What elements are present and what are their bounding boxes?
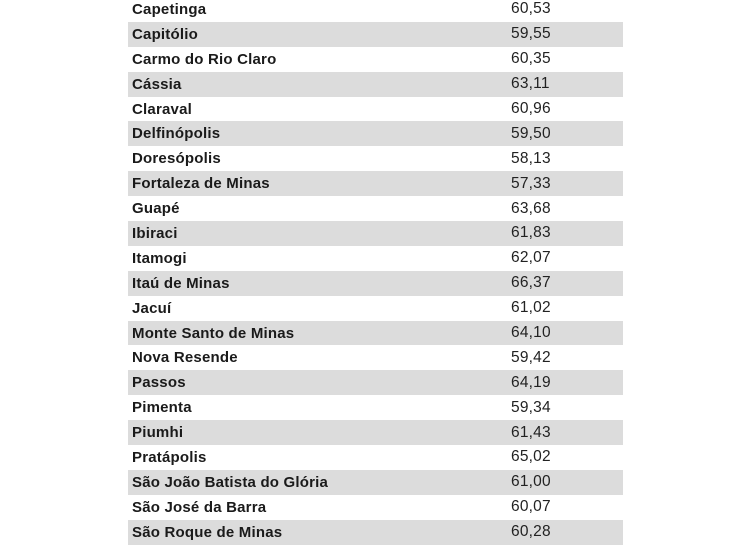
municipality-value: 61,83 (511, 224, 551, 242)
municipality-name: Pimenta (132, 399, 192, 417)
municipality-value: 61,00 (511, 473, 551, 491)
table-row (128, 520, 623, 545)
municipality-name: Passos (132, 374, 186, 392)
table-row (128, 196, 623, 221)
table-row (128, 321, 623, 346)
municipality-name: Nova Resende (132, 349, 238, 367)
table-row (128, 296, 623, 321)
table-row (128, 121, 623, 146)
table-row (128, 420, 623, 445)
municipality-name: Pratápolis (132, 448, 207, 466)
municipality-value: 60,35 (511, 50, 551, 68)
municipality-name: Jacuí (132, 299, 172, 317)
table-row (128, 370, 623, 395)
municipality-name: São Roque de Minas (132, 523, 283, 541)
municipality-name: São João Batista do Glória (132, 473, 329, 491)
table-row (128, 221, 623, 246)
municipality-value: 62,07 (511, 249, 551, 267)
table-row (128, 97, 623, 122)
municipality-value: 61,02 (511, 299, 551, 317)
table-row (128, 470, 623, 495)
municipality-value: 58,13 (511, 149, 551, 167)
municipality-value: 64,19 (511, 373, 551, 391)
municipality-name: Itamogi (132, 249, 187, 267)
table-row (128, 345, 623, 370)
table-row (128, 445, 623, 470)
municipality-name: Capetinga (132, 0, 207, 18)
table-row (128, 395, 623, 420)
table-row (128, 72, 623, 97)
table-row (128, 495, 623, 520)
municipality-value: 57,33 (511, 174, 551, 192)
municipality-name: Piumhi (132, 424, 184, 442)
table-row (128, 47, 623, 72)
municipality-name: Doresópolis (132, 150, 221, 168)
municipality-value: 60,53 (511, 0, 551, 18)
municipality-name: Monte Santo de Minas (132, 324, 295, 342)
municipality-value: 63,68 (511, 199, 551, 217)
table-row (128, 22, 623, 47)
municipality-value: 65,02 (511, 448, 551, 466)
municipality-name: Fortaleza de Minas (132, 175, 270, 193)
municipality-value: 59,55 (511, 25, 551, 43)
municipality-name: Carmo do Rio Claro (132, 50, 277, 68)
municipality-value: 60,96 (511, 100, 551, 117)
municipality-name: Itaú de Minas (132, 274, 230, 292)
municipality-name: Guapé (132, 200, 180, 218)
table-row (128, 146, 623, 171)
table-row (128, 171, 623, 196)
municipality-name: Capitólio (132, 25, 198, 43)
municipality-value: 63,11 (511, 75, 550, 93)
municipality-value: 66,37 (511, 274, 551, 292)
municipality-value: 64,10 (511, 324, 551, 342)
municipality-value: 59,50 (511, 124, 551, 142)
municipality-value: 60,07 (511, 498, 551, 516)
municipality-value: 59,42 (511, 348, 551, 366)
municipality-name: Ibiraci (132, 224, 178, 242)
municipality-table (128, 0, 623, 545)
municipality-value: 60,28 (511, 523, 551, 541)
municipality-value: 61,43 (511, 423, 551, 441)
municipality-name: Delfinópolis (132, 125, 221, 143)
municipality-name: Cássia (132, 75, 182, 93)
municipality-name: São José da Barra (132, 498, 267, 516)
table-row (128, 0, 623, 22)
municipality-name: Claraval (132, 100, 192, 118)
table-row (128, 246, 623, 271)
municipality-value: 59,34 (511, 398, 551, 416)
table-row (128, 271, 623, 296)
